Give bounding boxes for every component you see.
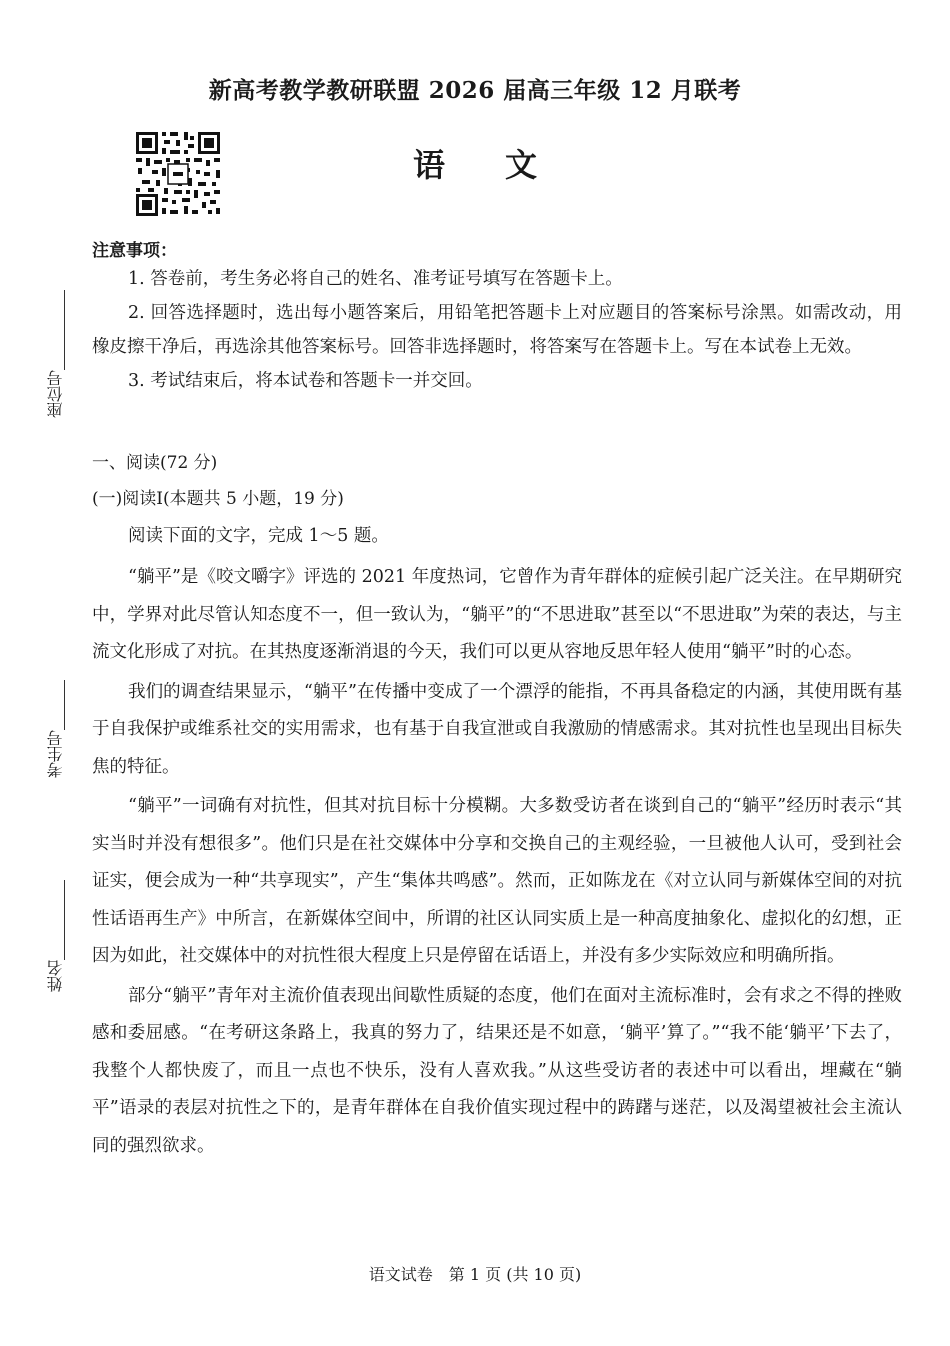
name-field [44, 880, 68, 1000]
passage-paragraph: 部分“躺平”青年对主流价值表现出间歇性质疑的态度，他们在面对主流标准时，会有求之不得的挫败感和委屈感。“在考研这条路上，我真的努力了，结果还是不如意，‘躺平’算了。”“我不能‘躺平’下去了，我整个人都快废了，而且一点也不快乐，没有人喜欢我。”从这些受访者的表述中可以看出，埋藏在“躺平”语录的表层对抗性之下的，是青年群体在自我价值实现过程中的踌躇与迷茫，以及渴望被社会主流认同的强烈欲求。 [92, 985, 902, 1156]
subject-title: 语文 [412, 146, 597, 184]
seat-number-field [44, 290, 68, 430]
passage-paragraph: “躺平”一词确有对抗性，但其对抗目标十分模糊。大多数受访者在谈到自己的“躺平”经历时表示“其实当时并没有想很多”。他们只是在社交媒体中分享和交换自己的主观经验，一旦被他人认可，受到社会证实，便会成为一种“共享现实”，产生“集体共鸣感”。然而，正如陈龙在《对立认同与新媒体空间的对抗性话语再生产》中所言，在新媒体空间中，所谓的社区认同实质上是一种高度抽象化、虚拟化的幻想，正因为如此，社交媒体中的对抗性很大程度上只是停留在话语上，并没有多少实际效应和明确所指。 [92, 796, 902, 966]
seat-number-line [64, 290, 65, 370]
notes-item: 3. 考试结束后，将本试卷和答题卡一并交回。 [128, 371, 483, 391]
candidate-number-field [44, 680, 68, 790]
notes-item: 1. 答卷前，考生务必将自己的姓名、准考证号填写在答题卡上。 [128, 269, 623, 289]
name-line [64, 880, 65, 960]
section-title: 一、阅读(72 分) [92, 453, 218, 473]
name-label: 姓名 [46, 960, 65, 992]
notes-heading: 注意事项： [92, 241, 177, 261]
notes-list [92, 262, 902, 398]
passage-paragraph: 我们的调查结果显示，“躺平”在传播中变成了一个漂浮的能指，不再具备稳定的内涵，其使用既有基于自我保护或维系社交的实用需求，也有基于自我宣泄或自我激励的情感需求。其对抗性也呈现出目标失焦的特征。 [92, 681, 902, 777]
passage-paragraph: “躺平”是《咬文嚼字》评选的 2021 年度热词，它曾作为青年群体的症候引起广泛关注。在早期研究中，学界对此尽管认知态度不一，但一致认为，“躺平”的“不思进取”甚至以“不思进取”为荣的表达，与主流文化形成了对抗。在其热度逐渐消退的今天，我们可以更从容地反思年轻人使用“躺平”时的心态。 [92, 567, 902, 662]
section-instruction: 阅读下面的文字，完成 1～5 题。 [128, 526, 389, 546]
reading-passage [92, 559, 902, 1167]
candidate-number-label: 考生号 [46, 730, 65, 778]
section-subtitle: (一)阅读Ⅰ(本题共 5 小题，19 分) [92, 489, 344, 509]
exam-title: 新高考教学教研联盟 2026 届高三年级 12 月联考 [208, 77, 742, 104]
seat-number-label: 座位号 [46, 370, 65, 418]
candidate-number-line [64, 680, 65, 730]
page-footer: 语文试卷 第 1 页 (共 10 页) [368, 1265, 582, 1284]
notes-item: 2. 回答选择题时，选出每小题答案后，用铅笔把答题卡上对应题目的答案标号涂黑。如需改动，用橡皮擦干净后，再选涂其他答案标号。回答非选择题时，将答案写在答题卡上。写在本试卷上无效。 [92, 303, 902, 357]
